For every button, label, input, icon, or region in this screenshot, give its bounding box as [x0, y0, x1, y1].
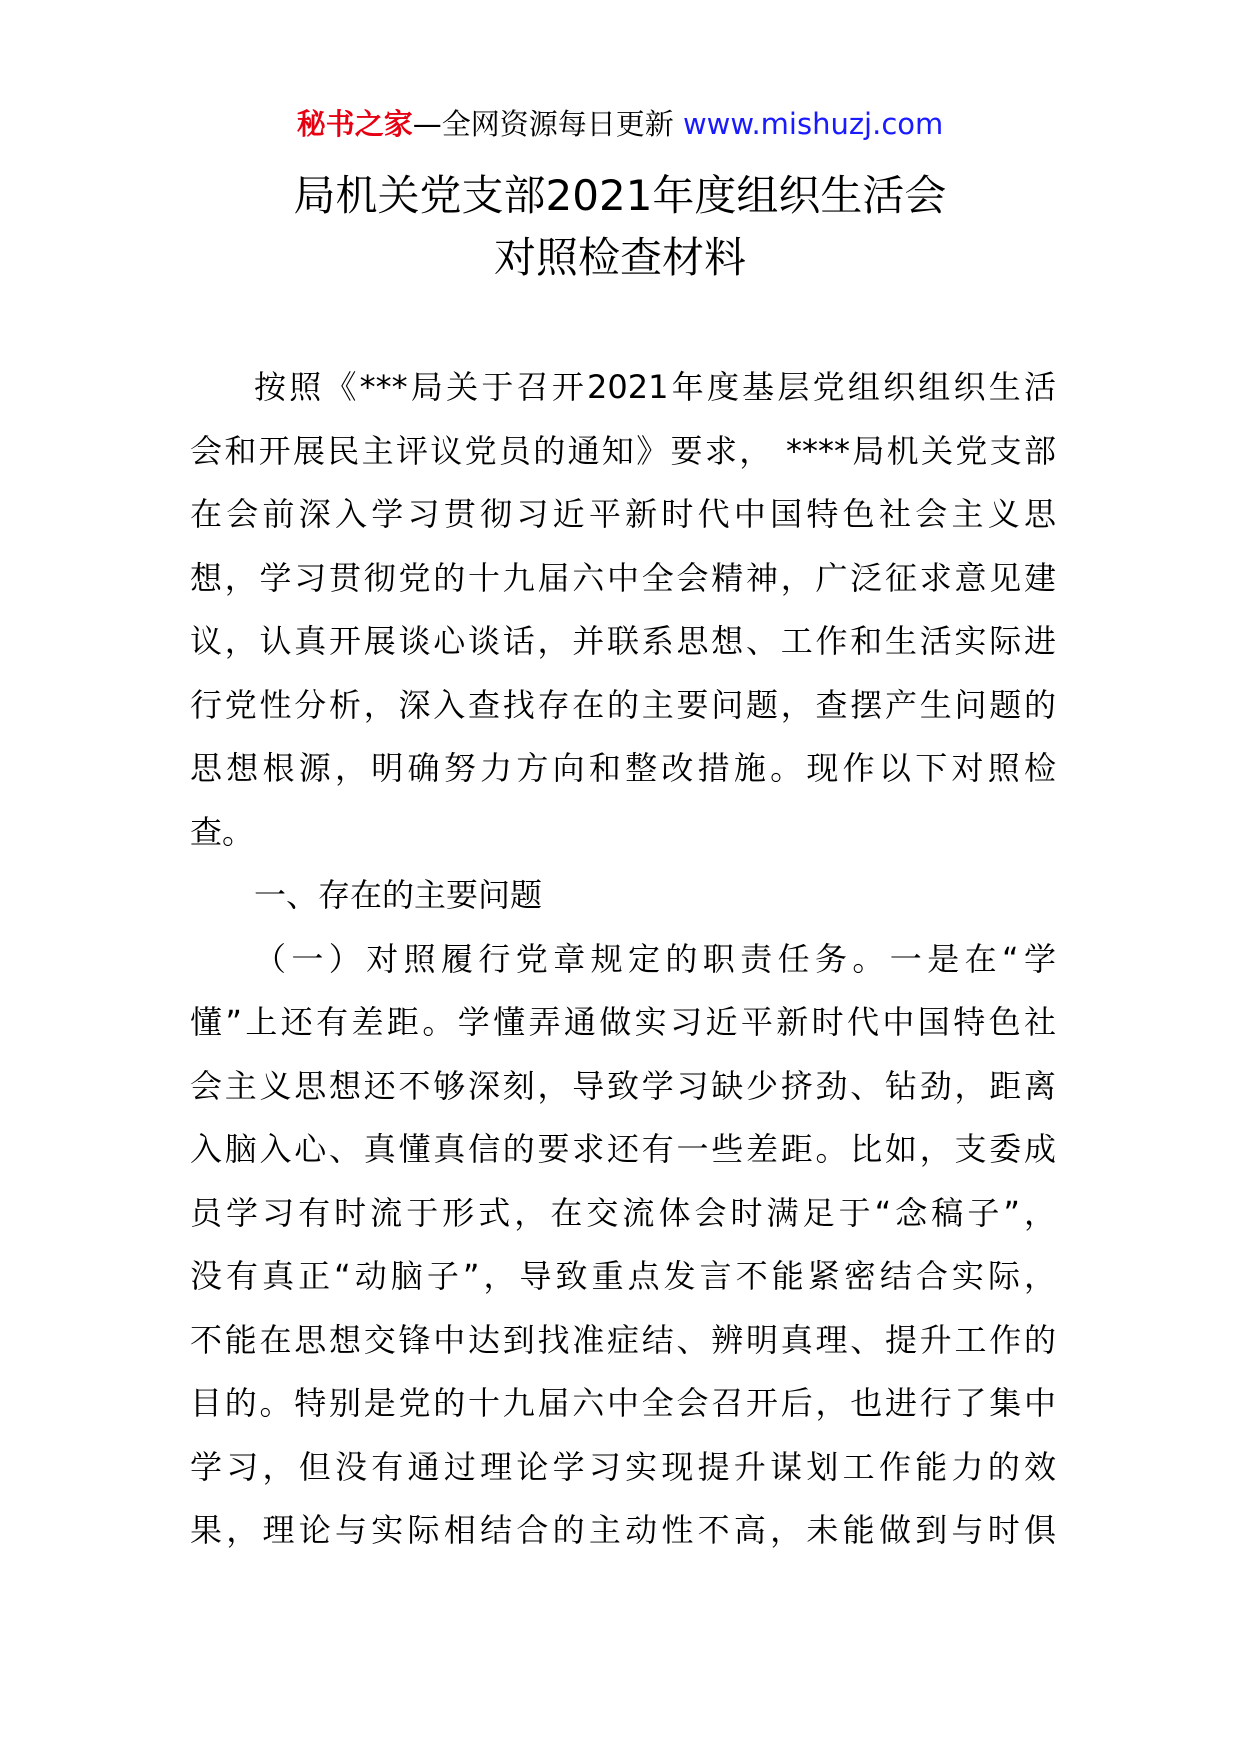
section-heading: 一、存在的主要问题	[254, 876, 543, 914]
document-body	[190, 356, 1056, 1563]
paragraph-line: 会主义思想还不够深刻，导致学习缺少挤劲、钻劲，距离	[190, 1066, 1056, 1105]
paragraph-line: 在会前深入学习贯彻习近平新时代中国特色社会主义思	[190, 495, 1056, 533]
brand-name: 秘书之家	[296, 107, 413, 141]
paragraph-line: 入脑入心、真懂真信的要求还有一些差距。比如，支委成	[190, 1130, 1056, 1168]
paragraph-line: 懂”上还有差距。学懂弄通做实习近平新时代中国特色社	[190, 1003, 1056, 1041]
paragraph-line: 按照《***局关于召开2021年度基层党组织组织生活	[254, 368, 1056, 406]
paragraph-line: 不能在思想交锋中达到找准症结、辨明真理、提升工作的	[190, 1320, 1056, 1359]
paragraph-line: 会和开展民主评议党员的通知》要求， ****局机关党支部	[190, 431, 1056, 470]
paragraph-line: 员学习有时流于形式，在交流体会时满足于“念稿子”，	[190, 1193, 1056, 1232]
header-slogan: —全网资源每日更新	[412, 107, 683, 141]
paragraph-line: 行党性分析，深入查找存在的主要问题，查摆产生问题的	[190, 685, 1056, 724]
paragraph-line: 思想根源，明确努力方向和整改措施。现作以下对照检	[190, 749, 1056, 787]
document-title	[0, 165, 1240, 289]
paragraph-line: 查。	[190, 812, 255, 851]
site-header	[0, 104, 1240, 144]
paragraph-line: 果，理论与实际相结合的主动性不高，未能做到与时俱	[190, 1511, 1056, 1549]
paragraph-line: 学习，但没有通过理论学习实现提升谋划工作能力的效	[190, 1447, 1056, 1486]
title-line-2: 对照检查材料	[493, 233, 746, 282]
paragraph-line: （一）对照履行党章规定的职责任务。一是在“学	[254, 939, 1056, 978]
title-line-1: 局机关党支部2021年度组织生活会	[293, 171, 947, 220]
paragraph-line: 想，学习贯彻党的十九届六中全会精神，广泛征求意见建	[190, 558, 1056, 597]
site-url[interactable]: www.mishuzj.com	[682, 107, 944, 141]
paragraph-line: 议，认真开展谈心谈话，并联系思想、工作和生活实际进	[190, 622, 1056, 660]
paragraph-line: 没有真正“动脑子”，导致重点发言不能紧密结合实际，	[190, 1257, 1056, 1295]
paragraph-line: 目的。特别是党的十九届六中全会召开后，也进行了集中	[190, 1384, 1056, 1422]
